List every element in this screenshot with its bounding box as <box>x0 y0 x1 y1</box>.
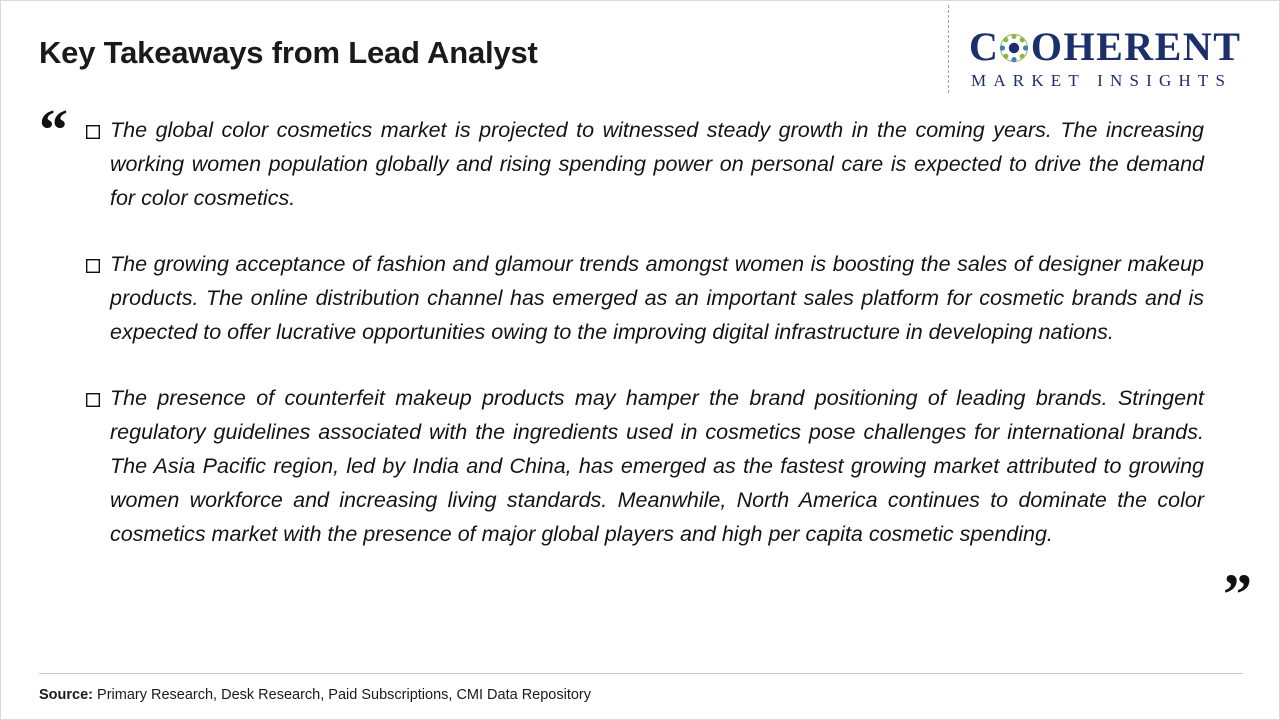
coherent-market-insights-logo <box>969 24 1265 93</box>
takeaways-list <box>86 113 1204 551</box>
checkbox-bullet-icon <box>86 381 110 407</box>
logo-wordmark-text: OHERENT <box>1030 24 1242 69</box>
globe-icon <box>999 33 1029 63</box>
slide-header <box>1 1 1280 101</box>
quote-open-mark: “ <box>39 97 68 162</box>
source-text: Primary Research, Desk Research, Paid Subscriptions, CMI Data Repository <box>97 687 592 703</box>
source-label: Source: <box>39 687 93 703</box>
quote-close-mark: ” <box>1223 562 1252 627</box>
logo-tagline: MARKET INSIGHTS <box>971 71 1233 90</box>
footer-divider <box>39 673 1243 674</box>
list-item <box>86 113 1204 215</box>
logo-wordmark <box>969 24 1242 69</box>
checkbox-bullet-icon <box>86 247 110 273</box>
logo-letter-c: C <box>969 24 998 69</box>
list-item <box>86 381 1204 551</box>
source-line <box>39 687 591 703</box>
checkbox-bullet-icon <box>86 113 110 139</box>
page-title: Key Takeaways from Lead Analyst <box>39 35 538 70</box>
list-item-text: The presence of counterfeit makeup products may hamper the brand positioning of leading brands. Stringent regulatory guidelines associated with the ingredients used in cosmetics pose challenges for international brands. The Asia Pacific region, led by India and China, has emerged as the fastest growing market attributed to growing women workforce and increasing living standards. Meanwhile, North America continues to dominate the color cosmetics market with the presence of major global players and high per capita cosmetic spending. <box>110 386 1204 546</box>
list-item-text: The global color cosmetics market is projected to witnessed steady growth in the coming years. The increasing working women population globally and rising spending power on personal care is expected to drive the demand for color cosmetics. <box>110 118 1204 210</box>
list-item <box>86 247 1204 349</box>
list-item-text: The growing acceptance of fashion and glamour trends amongst women is boosting the sales of designer makeup products. The online distribution channel has emerged as an important sales platform for cosmetic brands and is expected to offer lucrative opportunities owing to the improving digital infrastructure in developing nations. <box>110 252 1204 344</box>
header-divider <box>948 5 949 93</box>
